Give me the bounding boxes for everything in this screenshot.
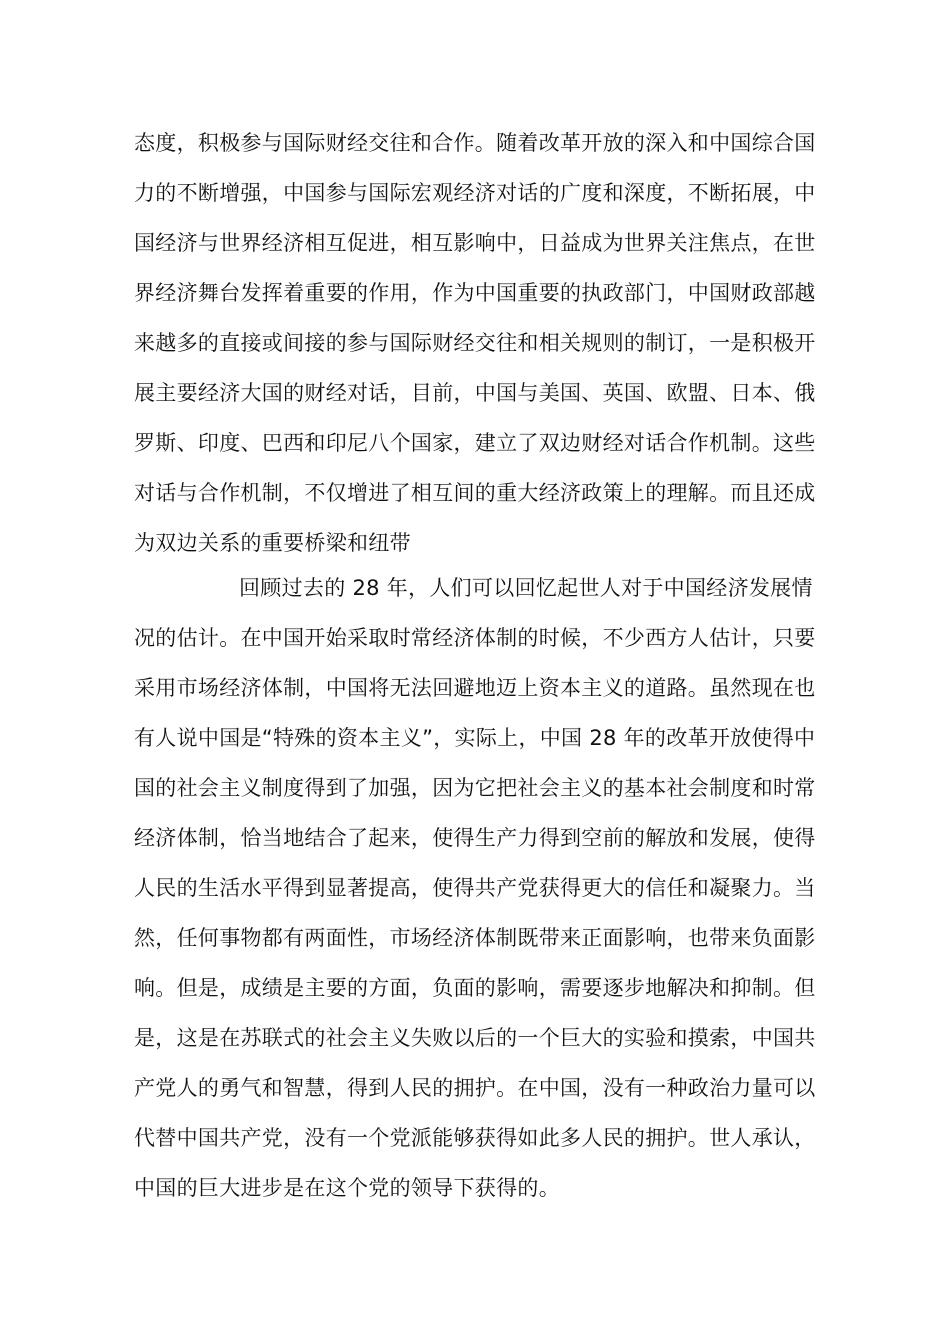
text-line: 界经济舞台发挥着重要的作用，作为中国重要的执政部门，中国财政部越	[134, 281, 816, 305]
text-line: 中国的巨大进步是在这个党的领导下获得的。	[134, 1176, 560, 1200]
text-line-indented: 回顾过去的 28 年，人们可以回忆起世人对于中国经济发展情	[239, 576, 813, 600]
text-line: 为双边关系的重要桥梁和纽带	[134, 531, 411, 555]
text-line: 罗斯、印度、巴西和印尼八个国家，建立了双边财经对话合作机制。这些	[134, 431, 816, 455]
text-line: 来越多的直接或间接的参与国际财经交往和相关规则的制订，一是积极开	[134, 331, 816, 355]
text-line: 况的估计。在中国开始采取时常经济体制的时候，不少西方人估计，只要	[134, 626, 816, 650]
text-line: 态度，积极参与国际财经交往和合作。随着改革开放的深入和中国综合国	[134, 131, 816, 155]
text-line: 经济体制，恰当地结合了起来，使得生产力得到空前的解放和发展，使得	[134, 826, 816, 850]
paragraph-2	[134, 563, 834, 1213]
text-line: 对话与合作机制，不仅增进了相互间的重大经济政策上的理解。而且还成	[134, 481, 816, 505]
text-line: 人民的生活水平得到显著提高，使得共产党获得更大的信任和凝聚力。当	[134, 876, 816, 900]
text-line: 力的不断增强，中国参与国际宏观经济对话的广度和深度，不断拓展，中	[134, 181, 816, 205]
text-line: 响。但是，成绩是主要的方面，负面的影响，需要逐步地解决和抑制。但	[134, 976, 816, 1000]
text-line: 有人说中国是“特殊的资本主义”，实际上，中国 28 年的改革开放使得中	[134, 726, 816, 750]
text-line: 然，任何事物都有两面性，市场经济体制既带来正面影响，也带来负面影	[134, 926, 816, 950]
paragraph-1	[134, 118, 834, 568]
text-line: 国的社会主义制度得到了加强，因为它把社会主义的基本社会制度和时常	[134, 776, 816, 800]
text-line: 国经济与世界经济相互促进，相互影响中，日益成为世界关注焦点，在世	[134, 231, 816, 255]
text-line: 采用市场经济体制，中国将无法回避地迈上资本主义的道路。虽然现在也	[134, 676, 816, 700]
text-line: 是，这是在苏联式的社会主义失败以后的一个巨大的实验和摸索，中国共	[134, 1026, 816, 1050]
text-line: 代替中国共产党，没有一个党派能够获得如此多人民的拥护。世人承认，	[134, 1126, 816, 1150]
text-line: 产党人的勇气和智慧，得到人民的拥护。在中国，没有一种政治力量可以	[134, 1076, 816, 1100]
text-line: 展主要经济大国的财经对话，目前，中国与美国、英国、欧盟、日本、俄	[134, 381, 816, 405]
